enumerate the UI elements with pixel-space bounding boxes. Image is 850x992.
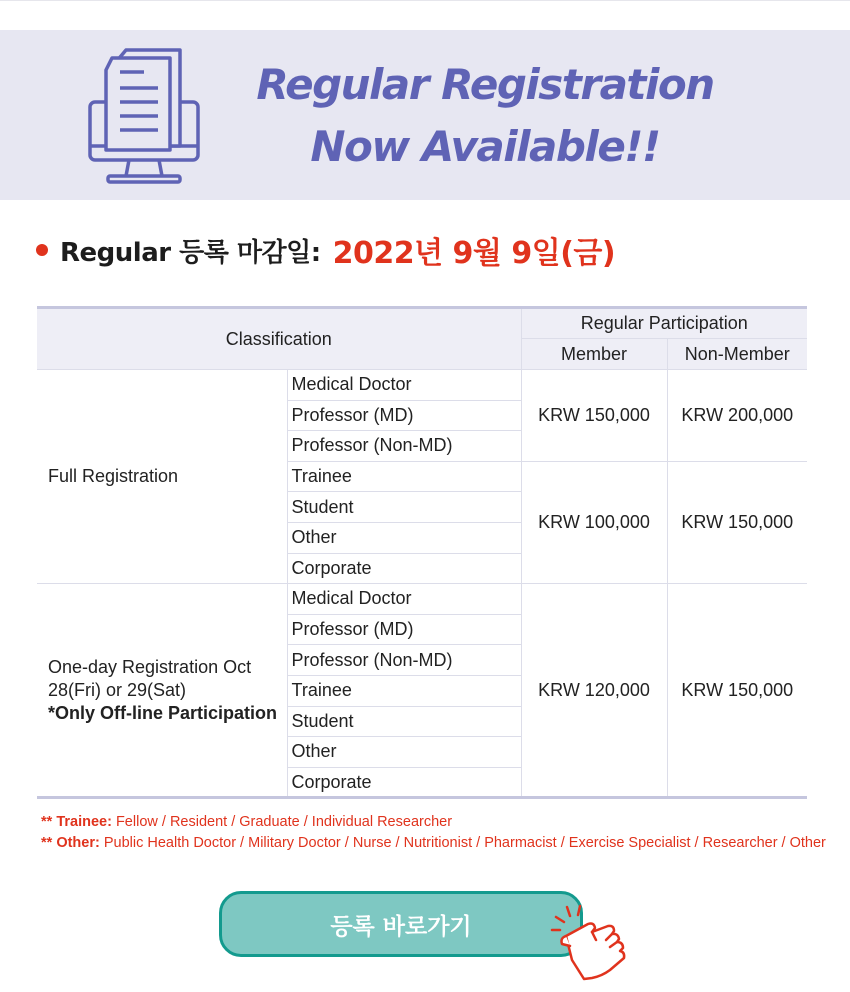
hero-banner [0, 30, 850, 200]
subtype-cell: Corporate [287, 767, 521, 798]
subtype-cell: Professor (Non-MD) [287, 645, 521, 676]
subtype-cell: Trainee [287, 675, 521, 706]
subtype-cell: Student [287, 706, 521, 737]
banner-title-line1: Regular Registration [256, 60, 714, 109]
deadline-date: 2022년 9월 9일(금) [332, 236, 616, 271]
header-classification: Classification [37, 308, 521, 370]
subtype-cell: Medical Doctor [287, 584, 521, 615]
subtype-cell: Professor (Non-MD) [287, 431, 521, 462]
footnote-other-key: ** Other: [41, 835, 100, 851]
footnotes [41, 812, 826, 854]
footnote-other-text: Public Health Doctor / Military Doctor / Nurse / Nutritionist / Pharmacist / Exercise Specialist / Researcher / Other [103, 835, 826, 851]
footnote-trainee [41, 812, 826, 833]
footnote-trainee-text: Fellow / Resident / Graduate / Individual Researcher [115, 814, 453, 830]
subtype-cell: Student [287, 492, 521, 523]
subtype-cell: Professor (MD) [287, 614, 521, 645]
bullet-dot-icon [36, 244, 48, 256]
subtype-cell: Trainee [287, 461, 521, 492]
deadline-heading [36, 228, 615, 272]
price-non-member: KRW 200,000 [667, 370, 807, 462]
subtype-cell: Professor (MD) [287, 400, 521, 431]
banner-title [250, 54, 720, 178]
price-member: KRW 100,000 [521, 461, 667, 583]
one-day-label: One-day Registration Oct 28(Fri) or 29(Sat) [48, 656, 252, 700]
price-non-member: KRW 150,000 [667, 461, 807, 583]
register-now-button[interactable] [219, 891, 583, 957]
deadline-label: Regular 등록 마감일: [60, 237, 321, 268]
header-member: Member [521, 339, 667, 370]
registration-fee-table [37, 306, 807, 799]
top-divider [0, 0, 850, 1]
banner-title-line2: Now Available!! [310, 122, 660, 171]
group-one-day-registration [37, 584, 287, 798]
header-non-member: Non-Member [667, 339, 807, 370]
price-non-member: KRW 150,000 [667, 584, 807, 798]
group-full-registration: Full Registration [37, 370, 287, 584]
subtype-cell: Medical Doctor [287, 370, 521, 401]
footnote-other [41, 833, 826, 854]
header-regular-participation: Regular Participation [521, 308, 807, 339]
register-now-label: 등록 바로가기 [330, 913, 472, 940]
off-line-note: *Only Off-line Participation [48, 702, 278, 723]
footnote-trainee-key: ** Trainee: [41, 814, 112, 830]
price-member: KRW 120,000 [521, 584, 667, 798]
subtype-cell: Corporate [287, 553, 521, 584]
subtype-cell: Other [287, 737, 521, 768]
subtype-cell: Other [287, 522, 521, 553]
pointing-hand-icon [550, 900, 640, 985]
document-monitor-icon [86, 42, 204, 187]
price-member: KRW 150,000 [521, 370, 667, 462]
